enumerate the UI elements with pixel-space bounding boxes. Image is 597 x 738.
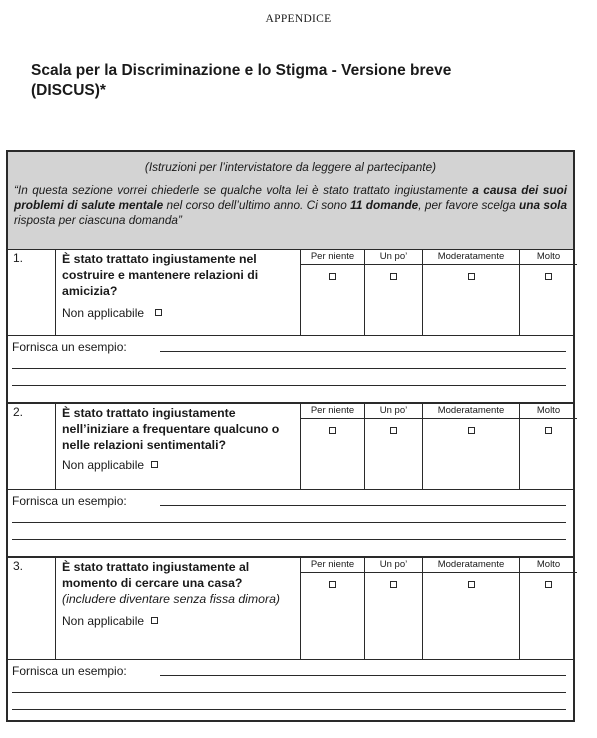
option-moderatamente[interactable]: [422, 558, 519, 659]
option-un-po[interactable]: [364, 558, 422, 659]
checkbox[interactable]: [329, 427, 336, 434]
page-title: Scala per la Discriminazione e lo Stigma - Versione breve (DISCUS)*: [31, 62, 452, 99]
example-section: [8, 660, 573, 726]
example-line[interactable]: [12, 385, 566, 386]
not-applicable-option[interactable]: [62, 457, 298, 473]
example-section: [8, 490, 573, 556]
question-row-1: [8, 250, 573, 336]
option-label: Molto: [520, 404, 577, 419]
not-applicable-label: Non applicabile: [62, 614, 145, 628]
instructions-heading: (Istruzioni per l’intervistatore da leggere al partecipante): [144, 160, 437, 174]
answer-options: [300, 558, 577, 659]
option-per-niente[interactable]: [300, 558, 364, 659]
instructions-text: [14, 183, 567, 228]
option-molto[interactable]: [519, 558, 577, 659]
example-line[interactable]: [160, 675, 566, 676]
option-un-po[interactable]: [364, 250, 422, 335]
checkbox[interactable]: [390, 581, 397, 588]
checkbox[interactable]: [390, 273, 397, 280]
option-label: Un po’: [365, 404, 422, 419]
option-label: Per niente: [301, 404, 364, 419]
option-moderatamente[interactable]: [422, 250, 519, 335]
checkbox[interactable]: [545, 427, 552, 434]
option-un-po[interactable]: [364, 404, 422, 489]
question-block-3: [8, 558, 573, 726]
question-text-main: È stato trattato ingiustamente al momento di cercare una casa?: [62, 560, 250, 590]
discus-form: [6, 150, 575, 722]
checkbox[interactable]: [545, 581, 552, 588]
example-label: Fornisca un esempio:: [12, 494, 127, 508]
question-block-2: [8, 404, 573, 558]
instr-text-2: nel corso dell’ultimo anno. Ci sono: [163, 198, 351, 212]
question-number: 3.: [8, 558, 56, 659]
question-text-main: È stato trattato ingiustamente nell’iniziare a frequentare qualcuno o nelle relazioni sentimentali?: [62, 406, 280, 452]
running-head: APPENDICE: [265, 13, 332, 25]
not-applicable-checkbox[interactable]: [151, 617, 158, 624]
example-line[interactable]: [12, 368, 566, 369]
example-line[interactable]: [12, 539, 566, 540]
option-label: Moderatamente: [423, 250, 519, 265]
instr-text-3: , per favore scelga: [418, 198, 520, 212]
question-row-2: [8, 404, 573, 490]
option-per-niente[interactable]: [300, 404, 364, 489]
option-label: Molto: [520, 558, 577, 573]
not-applicable-option[interactable]: [62, 305, 298, 321]
option-label: Un po’: [365, 250, 422, 265]
option-label: Moderatamente: [423, 404, 519, 419]
question-row-3: [8, 558, 573, 660]
example-section: [8, 336, 573, 402]
example-label: Fornisca un esempio:: [12, 664, 127, 678]
checkbox[interactable]: [390, 427, 397, 434]
not-applicable-option[interactable]: [62, 613, 298, 629]
checkbox[interactable]: [468, 273, 475, 280]
instr-text-4: risposta per ciascuna domanda”: [14, 213, 182, 227]
option-label: Un po’: [365, 558, 422, 573]
question-text: [62, 405, 298, 473]
option-label: Molto: [520, 250, 577, 265]
option-moderatamente[interactable]: [422, 404, 519, 489]
example-label: Fornisca un esempio:: [12, 340, 127, 354]
example-line[interactable]: [12, 692, 566, 693]
option-label: Moderatamente: [423, 558, 519, 573]
not-applicable-checkbox[interactable]: [155, 309, 162, 316]
instructions-panel: [8, 152, 573, 250]
question-text: [62, 251, 298, 321]
checkbox[interactable]: [329, 581, 336, 588]
example-line[interactable]: [12, 522, 566, 523]
question-text-main: È stato trattato ingiustamente nel costruire e mantenere relazioni di amicizia?: [62, 252, 259, 298]
checkbox[interactable]: [468, 427, 475, 434]
example-line[interactable]: [160, 505, 566, 506]
checkbox[interactable]: [329, 273, 336, 280]
option-label: Per niente: [301, 558, 364, 573]
option-per-niente[interactable]: [300, 250, 364, 335]
option-molto[interactable]: [519, 250, 577, 335]
question-text: [62, 559, 298, 629]
question-number: 1.: [8, 250, 56, 335]
instr-bold-2: 11 domande: [350, 198, 419, 212]
question-number: 2.: [8, 404, 56, 489]
not-applicable-checkbox[interactable]: [151, 461, 158, 468]
question-block-1: [8, 250, 573, 404]
question-note: (includere diventare senza fissa dimora): [62, 592, 281, 606]
instr-bold-1: a causa dei suoi problemi di salute mentale: [14, 183, 568, 212]
not-applicable-label: Non applicabile: [62, 458, 145, 472]
option-molto[interactable]: [519, 404, 577, 489]
not-applicable-label: Non applicabile: [62, 306, 145, 320]
answer-options: [300, 404, 577, 489]
checkbox[interactable]: [468, 581, 475, 588]
instr-bold-3: una sola: [519, 198, 567, 212]
answer-options: [300, 250, 577, 335]
example-line[interactable]: [160, 351, 566, 352]
checkbox[interactable]: [545, 273, 552, 280]
option-label: Per niente: [301, 250, 364, 265]
instr-text-1: “In questa sezione vorrei chiederle se qualche volta lei è stato trattato ingiustamente: [14, 183, 473, 197]
example-line[interactable]: [12, 709, 566, 710]
